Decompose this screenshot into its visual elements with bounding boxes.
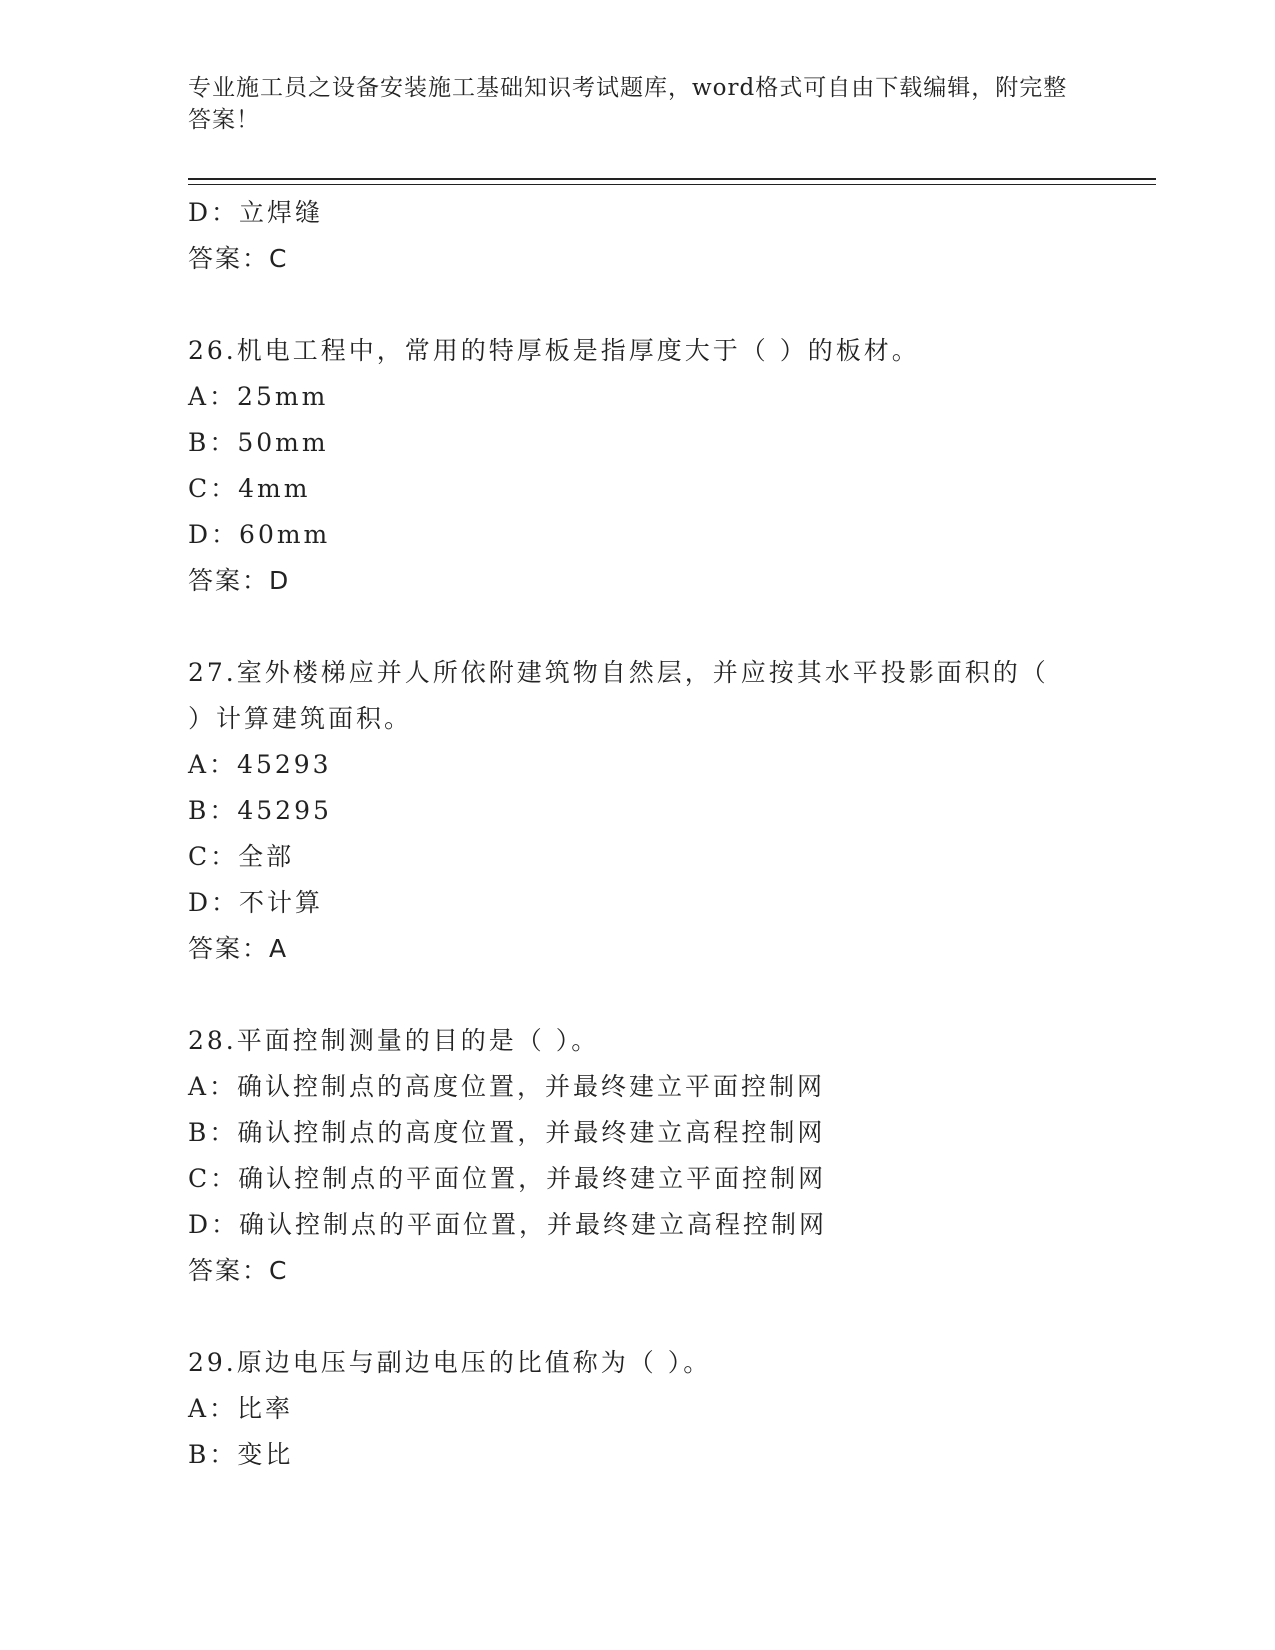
option-d: D：不计算 xyxy=(188,888,324,917)
option-d: D：60mm xyxy=(188,520,331,549)
answer-line: 答案：A xyxy=(188,934,289,963)
option-c: C：4mm xyxy=(188,474,311,503)
question-list xyxy=(188,190,1088,1478)
question-stem: 27.室外楼梯应并人所依附建筑物自然层，并应按其水平投影面积的（ xyxy=(188,658,1049,687)
option-b: B：确认控制点的高度位置，并最终建立高程控制网 xyxy=(188,1118,826,1147)
option-c: C：全部 xyxy=(188,842,295,871)
option-a: A：45293 xyxy=(188,750,332,779)
question-stem: 28.平面控制测量的目的是（ ）。 xyxy=(188,1026,600,1055)
document-header: 专业施工员之设备安装施工基础知识考试题库，word格式可自由下载编辑，附完整答案！ xyxy=(188,75,1068,133)
header-divider xyxy=(188,178,1156,180)
option-c: C：确认控制点的平面位置，并最终建立平面控制网 xyxy=(188,1164,827,1193)
question-stem: 29.原边电压与副边电压的比值称为（ ）。 xyxy=(188,1348,712,1377)
option-a: A：比率 xyxy=(188,1394,294,1423)
answer-line: 答案：C xyxy=(188,1256,289,1285)
option-a: A：25mm xyxy=(188,382,329,411)
option-b: B：45295 xyxy=(188,796,332,825)
header-divider-thin xyxy=(188,184,1156,185)
answer-line: 答案：D xyxy=(188,566,291,595)
option-d: D：立焊缝 xyxy=(188,198,324,227)
question-stem: 26.机电工程中，常用的特厚板是指厚度大于（ ）的板材。 xyxy=(188,336,920,365)
option-a: A：确认控制点的高度位置，并最终建立平面控制网 xyxy=(188,1072,826,1101)
question-stem-continued: ）计算建筑面积。 xyxy=(188,704,413,733)
option-b: B：50mm xyxy=(188,428,329,457)
answer-line: 答案：C xyxy=(188,244,289,273)
option-b: B：变比 xyxy=(188,1440,294,1469)
option-d: D：确认控制点的平面位置，并最终建立高程控制网 xyxy=(188,1210,828,1239)
